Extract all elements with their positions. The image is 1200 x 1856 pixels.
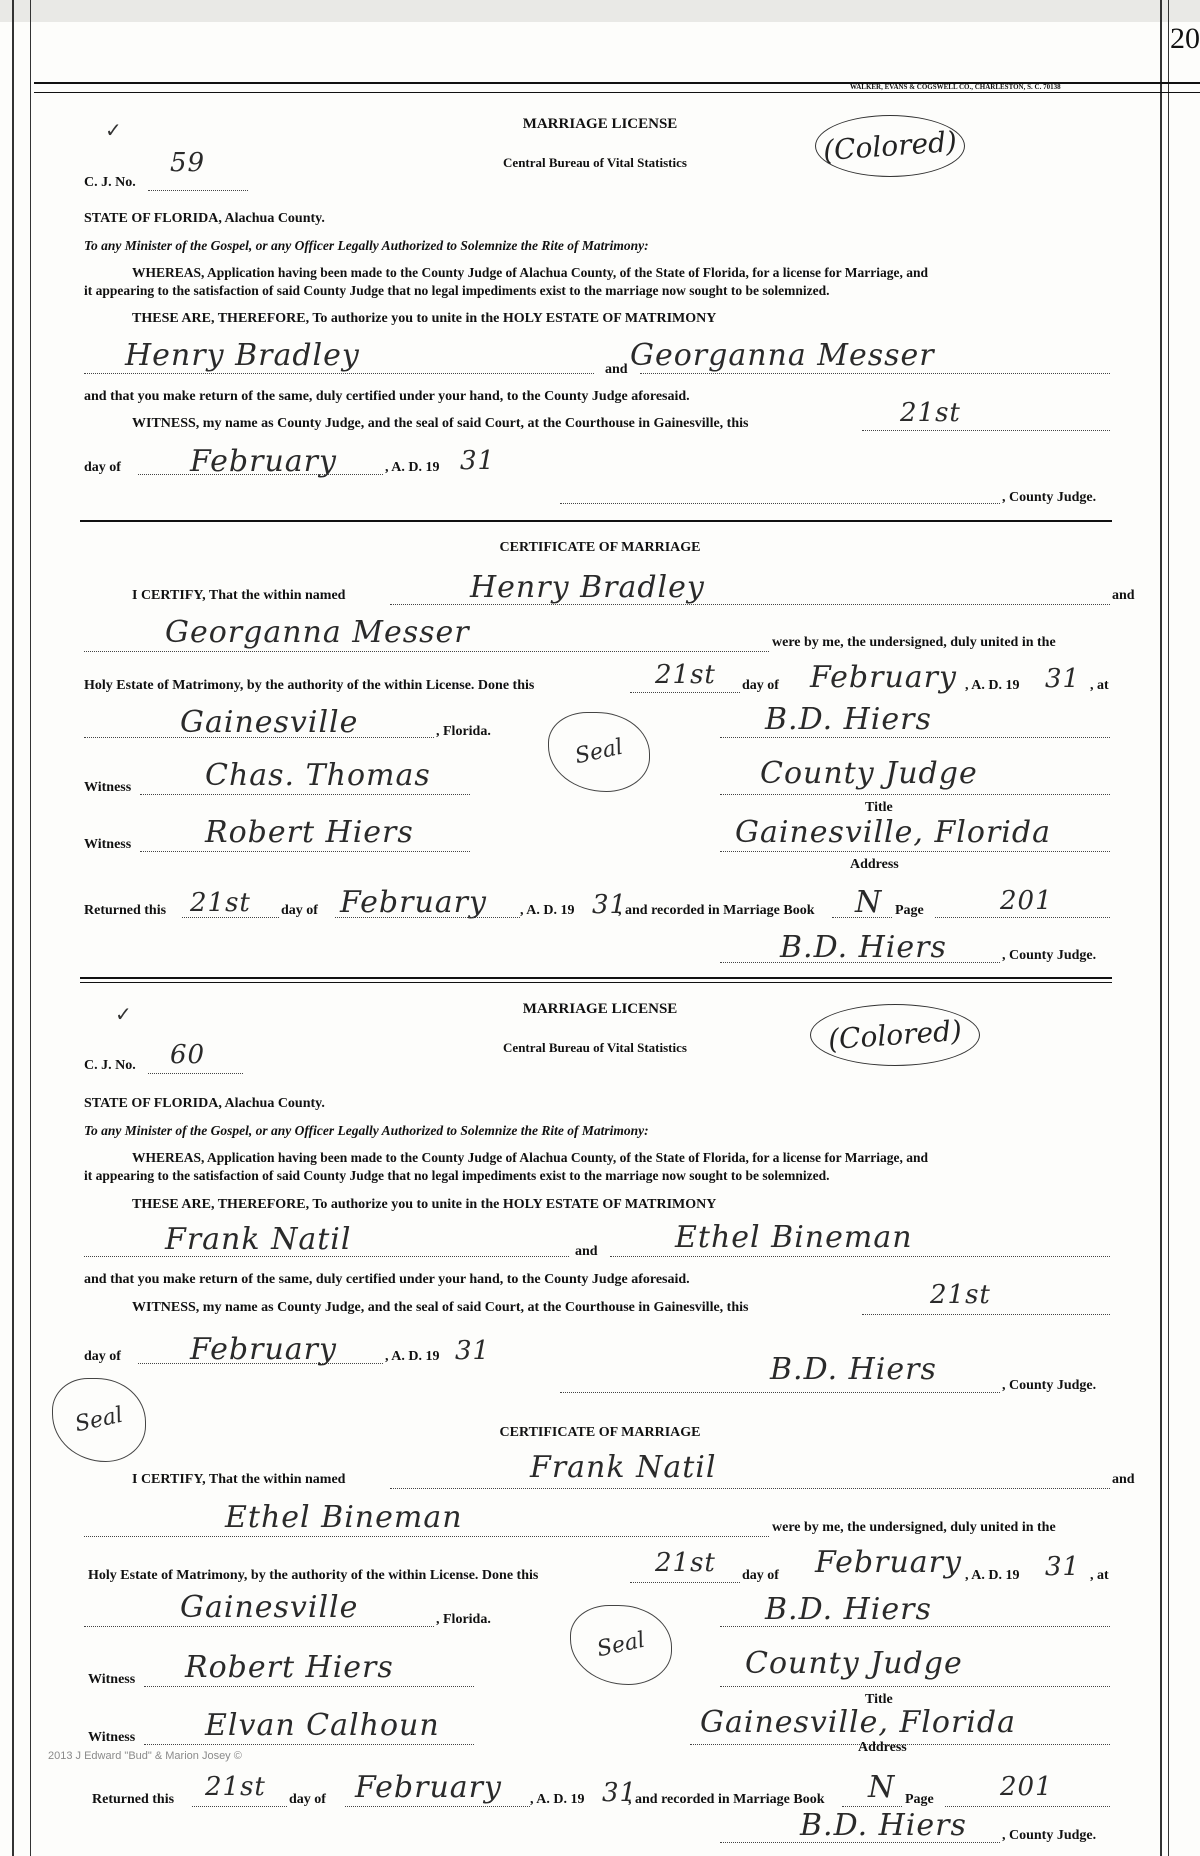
book-letter: N: [855, 885, 883, 920]
recorder-line: [720, 962, 1000, 963]
address-label-2: Address: [858, 1740, 907, 1755]
officiant-line: [720, 737, 1110, 738]
witness-1b: Robert Hiers: [185, 1650, 394, 1685]
whereas-line-2: it appearing to the satisfaction of said County Judge that no legal impediments exist to the marriage now sought to be solemnized.: [84, 283, 830, 298]
returned-day-line-2: [192, 1806, 287, 1807]
officiant-signature-2: B.D. Hiers: [765, 1592, 932, 1627]
witness-label-2: Witness: [84, 837, 132, 852]
address-value: Gainesville, Florida: [735, 815, 1051, 850]
page-value-2: 201: [1000, 1772, 1053, 1802]
cert-name-1b: Frank Natil: [530, 1450, 717, 1485]
returned-day-2: 21st: [205, 1772, 266, 1802]
witness-2: Robert Hiers: [205, 815, 414, 850]
recorded-label: , and recorded in Marriage Book: [618, 903, 815, 918]
return-line: and that you make return of the same, duly certified under your hand, to the County Judge aforesaid.: [84, 389, 690, 404]
certify-label-2: I CERTIFY, That the within named: [132, 1472, 346, 1487]
book-line-2: [842, 1806, 902, 1807]
returned-day-of: day of: [281, 903, 318, 918]
day-of-label: day of: [84, 460, 121, 475]
florida-label: , Florida.: [436, 724, 491, 739]
officiant-line-2: [720, 1626, 1110, 1627]
done-day: 21st: [655, 660, 716, 690]
right-frame-line: [1160, 0, 1162, 1856]
whereas-line-1b: WHEREAS, Application having been made to the County Judge of Alachua County, of the State of Florida, for a license for Marriage, and: [132, 1150, 929, 1165]
copyright-notice: 2013 J Edward "Bud" & Marion Josey ©: [48, 1750, 242, 1762]
check-mark: ✓: [105, 118, 122, 142]
returned-month: February: [340, 885, 487, 920]
returned-month-line: [335, 917, 520, 918]
left-binding-line-2: [30, 0, 31, 1856]
returned-year-2: 31: [602, 1778, 638, 1808]
ad-label: , A. D. 19: [385, 460, 440, 475]
title-label: Title: [865, 800, 893, 815]
witness-label-3: Witness: [88, 1672, 136, 1687]
title-value: County Judge: [760, 756, 978, 791]
book-line: [832, 917, 892, 918]
groom-name-2: Frank Natil: [165, 1222, 352, 1257]
these-are-line-2: THESE ARE, THEREFORE, To authorize you to unite in the HOLY ESTATE OF MATRIMONY: [132, 1197, 717, 1212]
title-line: [720, 794, 1110, 795]
whereas-line-1: WHEREAS, Application having been made to the County Judge of Alachua County, of the State of Florida, for a license for Marriage, and: [132, 265, 929, 280]
cert-name-1b-line: [390, 1488, 1110, 1489]
cj-number-2: 60: [170, 1040, 206, 1070]
holy-estate-label-2: Holy Estate of Matrimony, by the authority of the within License. Done this: [88, 1568, 539, 1583]
check-mark-2: ✓: [115, 1002, 132, 1026]
license-title-2: MARRIAGE LICENSE: [522, 1001, 678, 1017]
certificate-title: CERTIFICATE OF MARRIAGE: [499, 540, 701, 555]
holy-estate-label: Holy Estate of Matrimony, by the authority of the within License. Done this: [84, 678, 535, 693]
witness-label-1: Witness: [84, 780, 132, 795]
returned-day-of-2: day of: [289, 1792, 326, 1807]
judge-sign-line-2: [560, 1392, 1000, 1393]
section-divider-2: [80, 982, 1112, 983]
returned-label-2: Returned this: [92, 1792, 175, 1807]
title-line-2: [720, 1686, 1110, 1687]
cert-day-of-2: day of: [742, 1568, 779, 1583]
cert-name-1-line: [390, 604, 1110, 605]
cert-name-2b-line: [84, 1536, 769, 1537]
and-label: and: [605, 362, 628, 377]
page-value: 201: [1000, 886, 1053, 916]
section-divider: [80, 977, 1112, 979]
officiant-signature: B.D. Hiers: [765, 702, 932, 737]
certify-label: I CERTIFY, That the within named: [132, 588, 346, 603]
cert-ad: , A. D. 19: [965, 678, 1020, 693]
done-day-line-2: [630, 1582, 740, 1583]
return-line-2: and that you make return of the same, duly certified under your hand, to the County Judge aforesaid.: [84, 1272, 690, 1287]
cert-month: February: [810, 660, 957, 695]
cert-name-2-line: [84, 651, 769, 652]
witness-1: Chas. Thomas: [205, 758, 431, 793]
cert-at: , at: [1090, 678, 1109, 693]
state-line-2: STATE OF FLORIDA, Alachua County.: [84, 1096, 325, 1111]
returned-day-line: [182, 917, 279, 918]
cert-and-label-2: and: [1112, 1472, 1135, 1487]
cert-place: Gainesville: [180, 705, 359, 740]
witness-line-2: WITNESS, my name as County Judge, and the seal of said Court, at the Courthouse in Gainesville, this: [132, 1300, 749, 1315]
cert-day-of: day of: [742, 678, 779, 693]
cert-month-2: February: [815, 1545, 962, 1580]
recorder-county-judge-2: , County Judge.: [1002, 1828, 1097, 1843]
certificate-title-2: CERTIFICATE OF MARRIAGE: [499, 1425, 701, 1440]
page-label-2: Page: [905, 1792, 934, 1807]
cert-name-2: Georganna Messer: [165, 615, 470, 650]
cert-year: 31: [1045, 664, 1081, 694]
cert-at-2: , at: [1090, 1568, 1109, 1583]
recorder-signature: B.D. Hiers: [780, 930, 947, 965]
cert-name-1: Henry Bradley: [470, 570, 705, 605]
cj-number: 59: [170, 148, 206, 178]
witness-day-line-2: [862, 1314, 1110, 1315]
witness-2b: Elvan Calhoun: [205, 1708, 440, 1743]
cert-place-2: Gainesville: [180, 1590, 359, 1625]
license-judge-signature-2: B.D. Hiers: [770, 1352, 937, 1387]
license-title: MARRIAGE LICENSE: [522, 116, 678, 132]
right-frame-line-2: [1168, 0, 1169, 1856]
header-rule-2: [34, 92, 1200, 93]
county-judge-label: , County Judge.: [1002, 490, 1097, 505]
recorder-county-judge: , County Judge.: [1002, 948, 1097, 963]
returned-month-2: February: [355, 1770, 502, 1805]
seal-stamp-3: Seal: [570, 1605, 672, 1685]
returned-label: Returned this: [84, 903, 167, 918]
license-month-2: February: [190, 1332, 337, 1367]
witness-1b-line: [144, 1686, 474, 1687]
cert-and-label: and: [1112, 588, 1135, 603]
seal-stamp: Seal: [548, 712, 650, 792]
address-line: [720, 851, 1110, 852]
witness-day-2: 21st: [930, 1280, 991, 1310]
returned-day: 21st: [190, 888, 251, 918]
bride-line-2: [610, 1256, 1110, 1257]
cert-year-2: 31: [1045, 1552, 1081, 1582]
ad-label-2: , A. D. 19: [385, 1349, 440, 1364]
place-line: [84, 737, 434, 738]
bride-line: [640, 373, 1110, 374]
recorded-label-2: , and recorded in Marriage Book: [628, 1792, 825, 1807]
page-line-2: [945, 1806, 1110, 1807]
done-day-line: [630, 692, 740, 693]
page-line: [935, 917, 1110, 918]
cert-name-2b: Ethel Bineman: [225, 1500, 463, 1535]
divider-rule: [80, 520, 1112, 522]
title-value-2: County Judge: [745, 1646, 963, 1681]
cj-label-2: C. J. No.: [84, 1058, 136, 1073]
colored-annotation: (Colored): [815, 115, 965, 177]
groom-name: Henry Bradley: [125, 338, 360, 373]
united-label: were by me, the undersigned, duly united in the: [772, 635, 1056, 650]
these-are-line: THESE ARE, THEREFORE, To authorize you to unite in the HOLY ESTATE OF MATRIMONY: [132, 311, 717, 326]
address-value-2: Gainesville, Florida: [700, 1705, 1016, 1740]
bureau-title: Central Bureau of Vital Statistics: [503, 155, 687, 170]
witness-label-4: Witness: [88, 1730, 136, 1745]
cert-ad-2: , A. D. 19: [965, 1568, 1020, 1583]
address-line: To any Minister of the Gospel, or any Officer Legally Authorized to Solemnize the Rite of Matrimony:: [84, 238, 649, 253]
groom-line: [84, 373, 594, 374]
printer-imprint: WALKER, EVANS & COGSWELL CO., CHARLESTON, S. C. 70138: [850, 83, 1061, 91]
cj-line: [148, 190, 248, 191]
address-label: Address: [850, 857, 899, 872]
place-line-2: [84, 1626, 434, 1627]
whereas-line-2b: it appearing to the satisfaction of said County Judge that no legal impediments exist to the marriage now sought to be solemnized.: [84, 1168, 830, 1183]
witness-2b-line: [144, 1744, 474, 1745]
witness-1-line: [140, 794, 470, 795]
page-number: 20: [1170, 22, 1200, 55]
judge-sign-line: [560, 503, 1000, 504]
left-binding-line: [12, 0, 14, 1856]
returned-year: 31: [592, 890, 628, 920]
groom-line-2: [84, 1256, 569, 1257]
cj-label: C. J. No.: [84, 175, 136, 190]
witness-line: WITNESS, my name as County Judge, and the seal of said Court, at the Courthouse in Gainesville, this: [132, 416, 749, 431]
witness-2-line: [140, 851, 470, 852]
seal-stamp-2: Seal: [52, 1378, 146, 1462]
bride-name: Georganna Messer: [630, 338, 935, 373]
recorder-line-2: [720, 1842, 1000, 1843]
license-year: 31: [460, 446, 496, 476]
county-judge-label-2: , County Judge.: [1002, 1378, 1097, 1393]
florida-label-2: , Florida.: [436, 1612, 491, 1627]
returned-ad-2: , A. D. 19: [530, 1792, 585, 1807]
cj-line-2: [148, 1073, 243, 1074]
day-of-label-2: day of: [84, 1349, 121, 1364]
recorder-signature-2: B.D. Hiers: [800, 1808, 967, 1843]
license-month: February: [190, 444, 337, 479]
page-label: Page: [895, 903, 924, 918]
witness-day-line: [862, 430, 1110, 431]
state-line: STATE OF FLORIDA, Alachua County.: [84, 211, 325, 226]
united-label-2: were by me, the undersigned, duly united in the: [772, 1520, 1056, 1535]
scan-top-strip: [0, 0, 1200, 22]
colored-annotation-2: (Colored): [810, 1004, 980, 1066]
done-day-2: 21st: [655, 1548, 716, 1578]
returned-ad: , A. D. 19: [520, 903, 575, 918]
title-label-2: Title: [865, 1692, 893, 1707]
license-year-2: 31: [455, 1336, 491, 1366]
witness-day: 21st: [900, 398, 961, 428]
bureau-title-2: Central Bureau of Vital Statistics: [503, 1040, 687, 1055]
bride-name-2: Ethel Bineman: [675, 1220, 913, 1255]
and-label-2: and: [575, 1244, 598, 1259]
returned-month-line-2: [345, 1806, 530, 1807]
address-line-2: To any Minister of the Gospel, or any Officer Legally Authorized to Solemnize the Rite of Matrimony:: [84, 1123, 649, 1138]
book-letter-2: N: [868, 1770, 896, 1805]
